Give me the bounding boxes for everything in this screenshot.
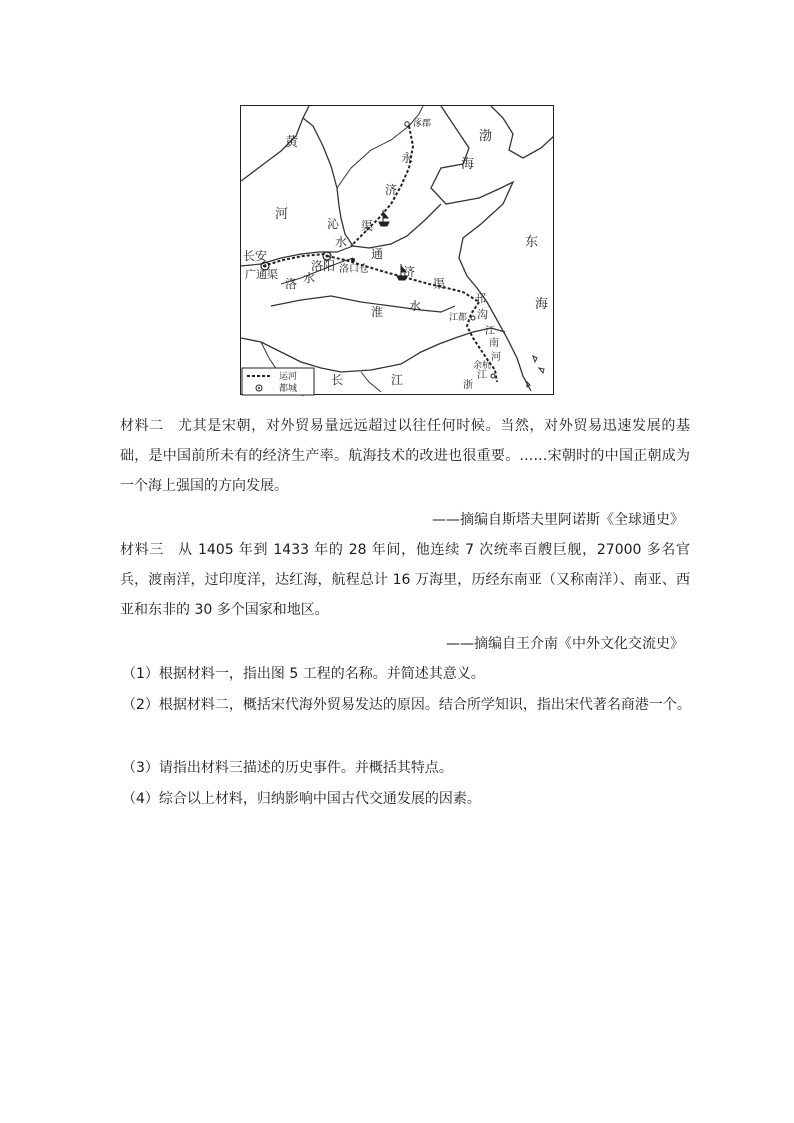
label-luo: 洛 [285,277,298,291]
question-1: （1）根据材料一，指出图 5 工程的名称。并简述其意义。 [122,666,485,682]
grand-canal-map [240,105,554,395]
label-hai: 海 [461,157,475,172]
city-dot-yuhang [491,374,495,378]
label-jiangnan1: 江 [485,326,495,337]
label-shui-qin: 水 [335,235,348,249]
material3-source: ——摘编自王介南《中外文化交流史》 [446,636,684,652]
label-ji2: 济 [403,265,416,279]
material2-source: ——摘编自斯塔夫里阿诺斯《全球通史》 [432,512,684,528]
label-zhe-jiang: 江 [477,370,487,381]
yellow-river [241,106,441,248]
legend-capital-label: 都城 [279,384,298,394]
question-4: （4）综合以上材料，归纳影响中国古代交通发展的因素。 [122,791,481,807]
label-chang: 长 [331,373,344,387]
ship-icon [379,210,389,226]
coastline [431,106,531,391]
label-guangtongqu: 广通渠 [245,268,278,281]
label-shui-luo: 水 [303,271,316,285]
label-han: 邗 [475,292,486,305]
material3-paragraph [120,535,690,625]
huai-river [271,296,455,312]
material2-label: 材料二 [120,418,164,434]
label-ji: 济 [385,183,398,197]
question-3: （3）请指出材料三描述的历史事件。并概括其特点。 [122,760,453,776]
label-qu2: 渠 [433,277,446,291]
material2-paragraph [120,411,690,501]
label-tong: 通 [371,247,384,261]
label-luoyang: 洛阳 [311,259,336,273]
label-he: 河 [275,207,289,222]
label-yong: 永 [401,151,414,165]
city-dot-zhuojun [405,122,409,126]
label-dong: 东 [525,235,539,250]
label-jiangnan2: 南 [489,338,499,349]
label-luokoucang: 洛口仓 [339,264,369,275]
city-dot-jiangdu [471,316,475,320]
label-jiangdu: 江都 [449,313,468,323]
material3-label: 材料三 [120,542,165,558]
legend-canal-label: 运河 [279,372,298,382]
label-zhuojun: 涿郡 [413,119,432,129]
island [527,356,544,387]
city-dot-luokoucang [351,258,355,262]
label-qu1: 渠 [361,219,374,233]
label-jiang: 江 [391,373,404,387]
label-jiangnan3: 河 [491,352,501,363]
label-bo: 渤 [479,129,493,144]
label-zhe: 浙 [463,380,473,391]
label-shui-huai: 水 [409,299,422,313]
material3-text: 从 1405 年到 1433 年的 28 年间，他连续 7 次统率百艘巨舰，27000 多名官兵，渡南洋，过印度洋，达红海，航程总计 16 万海里，历经东南亚（又称南洋）、南亚、西亚和东非的 30 多个国家和地区。 [120,542,690,618]
label-yuhang: 余杭 [473,361,492,371]
label-qin: 沁 [327,217,340,231]
question-2: （2）根据材料二，概括宋代海外贸易发达的原因。结合所学知识，指出宋代著名商港一个。 [122,697,691,713]
yangtze-river [241,328,505,372]
south-river-2 [361,372,381,392]
liaodong-coast [491,106,554,158]
upper-river [337,106,423,188]
map-legend [242,368,314,395]
label-changan: 长安 [243,249,268,263]
map-svg [241,106,555,396]
label-gou: 沟 [477,308,488,321]
label-huai: 淮 [371,305,384,319]
label-huang: 黄 [285,135,299,150]
material2-text: 尤其是宋朝，对外贸易量远远超过以往任何时候。当然，对外贸易迅速发展的基础，是中国前所未有的经济生产率。航海技术的改进也很重要。……宋朝时的中国正朝成为一个海上强国的方向发展。 [120,418,691,494]
label-hai2: 海 [535,297,549,312]
